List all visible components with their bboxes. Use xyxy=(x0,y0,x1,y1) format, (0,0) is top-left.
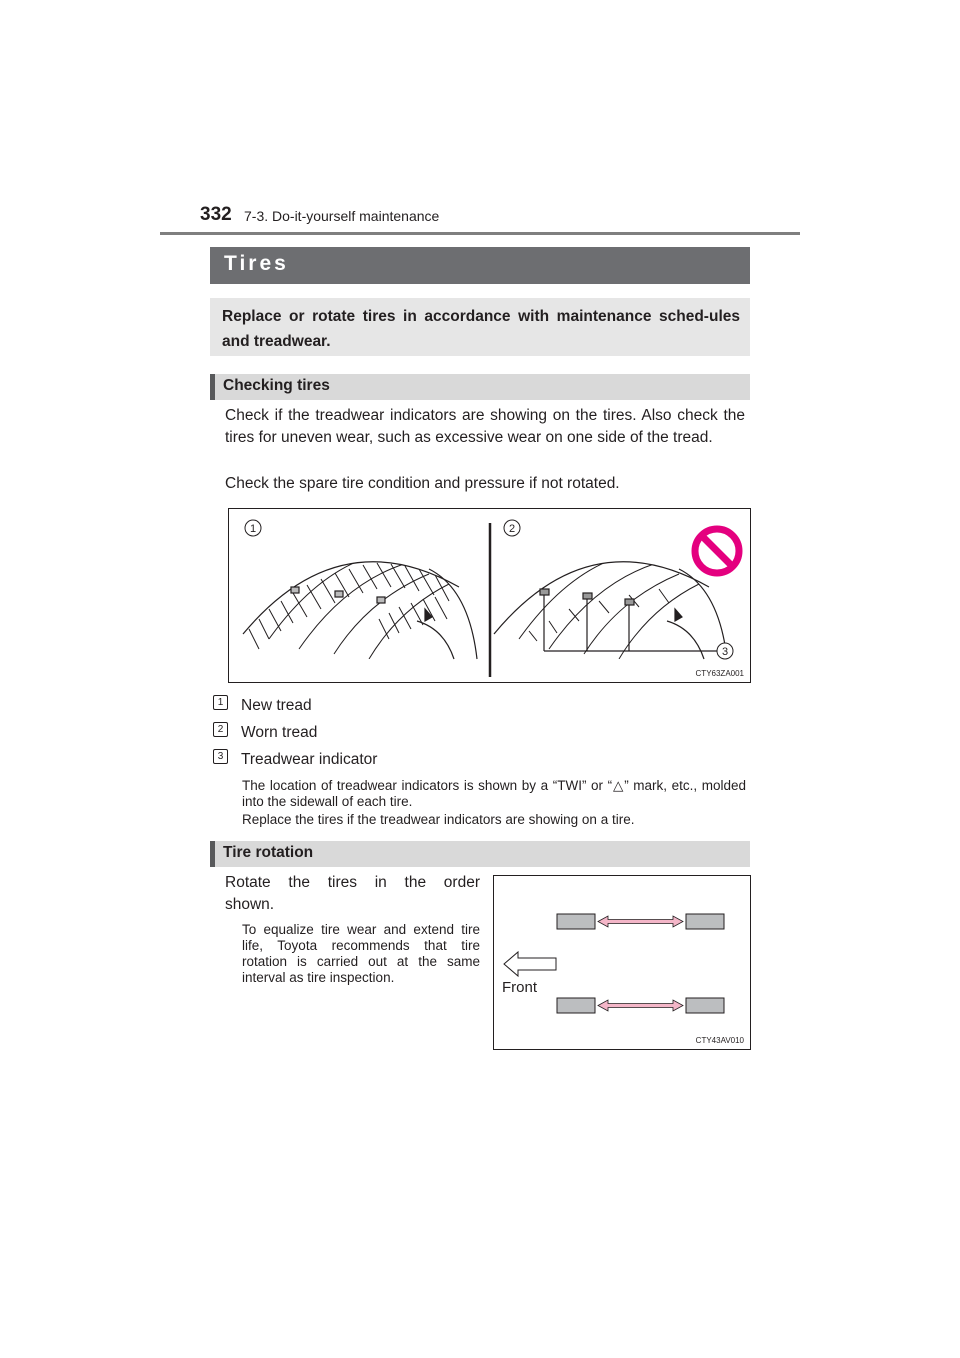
rotation-figure-code: CTY43AV010 xyxy=(695,1036,744,1045)
legend-number: 3 xyxy=(213,749,228,764)
callout-3 xyxy=(717,643,733,659)
rotation-paragraph: Rotate the tires in the order shown. xyxy=(225,874,480,913)
callout-2-label: 2 xyxy=(508,523,516,535)
treadwear-illustration xyxy=(229,509,750,682)
tire-rear-left xyxy=(557,998,595,1013)
legend-label: New tread xyxy=(241,697,312,714)
tire-rotation-heading: Tire rotation xyxy=(223,844,314,861)
callout-2 xyxy=(504,520,520,536)
tread-figure-code: CTY63ZA001 xyxy=(695,669,744,678)
section-path: 7-3. Do-it-yourself maintenance xyxy=(244,208,440,224)
front-direction-arrow-icon xyxy=(504,952,556,976)
legend-number: 1 xyxy=(213,695,228,710)
checking-paragraph-2: Check the spare tire condition and pressure if not rotated. xyxy=(225,475,620,492)
tire-rear-right xyxy=(686,998,724,1013)
callout-3-label: 3 xyxy=(721,646,729,658)
front-rotation-arrow xyxy=(598,916,683,927)
treadwear-note-2: Replace the tires if the treadwear indicators are showing on a tire. xyxy=(242,812,635,827)
tire-rotation-diagram xyxy=(494,876,750,1049)
title-bar xyxy=(210,247,750,284)
rear-rotation-arrow xyxy=(598,1000,683,1011)
tire-front-right xyxy=(686,914,724,929)
tire-rotation-figure xyxy=(493,875,751,1050)
tire-front-left xyxy=(557,914,595,929)
legend-label: Worn tread xyxy=(241,724,318,741)
checking-paragraph-1: Check if the treadwear indicators are showing on the tires. Also check the tires for uneven wear, such as excessive wear on one side of the tread. xyxy=(225,407,745,446)
callout-1 xyxy=(245,520,261,536)
treadwear-note-1: The location of treadwear indicators is shown by a “TWI” or “△” mark, etc., molded into the sidewall of each tire. xyxy=(242,778,746,809)
front-label: Front xyxy=(502,979,538,996)
prohibition-icon xyxy=(695,529,739,573)
callout-1-label: 1 xyxy=(249,523,257,535)
worn-tread-tire xyxy=(494,554,727,659)
legend-label: Treadwear indicator xyxy=(241,751,378,768)
page-title: Tires xyxy=(224,252,289,275)
new-tread-tire xyxy=(243,554,477,659)
rotation-note: To equalize tire wear and extend tire life, Toyota recommends that tire rotation is carried out at the same interval as tire inspection. xyxy=(242,922,480,985)
page-number: 332 xyxy=(200,204,232,225)
checking-tires-heading: Checking tires xyxy=(223,377,330,394)
treadwear-figure xyxy=(228,508,751,683)
intro-text: Replace or rotate tires in accordance with maintenance sched-ules and treadwear. xyxy=(222,308,740,350)
header-rule xyxy=(160,232,800,235)
legend-number: 2 xyxy=(213,722,228,737)
